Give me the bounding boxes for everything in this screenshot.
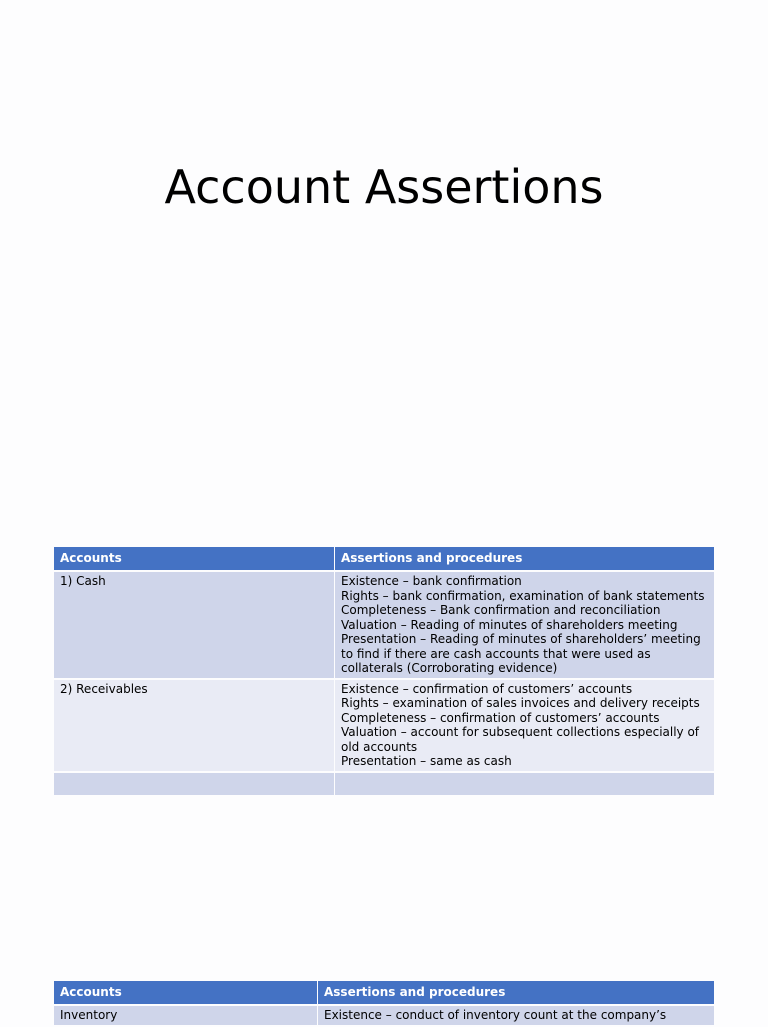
procedure-line: Existence – confirmation of customers’ accounts: [341, 681, 633, 696]
table-header-row: [54, 981, 714, 1004]
table-row: [54, 572, 714, 678]
procedures-cell: [335, 773, 714, 795]
table-row-empty: [54, 773, 714, 795]
procedures-cell: [335, 572, 714, 678]
account-cell: 1) Cash: [54, 572, 334, 678]
header-accounts: Accounts: [54, 547, 334, 570]
procedure-line: Completeness – confirmation of customers’ accounts: [341, 710, 660, 725]
table-row: [54, 680, 714, 771]
procedure-line: Presentation – same as cash: [341, 754, 512, 768]
procedure-line: Existence – conduct of inventory count at the company’s: [324, 1008, 667, 1022]
procedure-line: Valuation – Reading of minutes of shareholders meeting: [341, 617, 678, 632]
account-cell: [54, 773, 334, 795]
header-assertions: Assertions and procedures: [335, 547, 714, 570]
assertions-table-2: [53, 979, 715, 1027]
procedure-line: Rights – bank confirmation, examination of bank statements: [341, 588, 705, 603]
procedure-line: Completeness – Bank confirmation and reconciliation: [341, 603, 661, 617]
account-cell: Inventory: [54, 1006, 317, 1025]
table-row: [54, 1006, 714, 1025]
header-accounts: Accounts: [54, 981, 317, 1004]
page-title: Account Assertions: [164, 160, 604, 214]
procedures-cell: [318, 1006, 714, 1025]
account-cell: 2) Receivables: [54, 680, 334, 771]
procedures-cell: [335, 680, 714, 771]
table-header-row: [54, 547, 714, 570]
procedure-line: Presentation – Reading of minutes of shareholders’ meeting to find if there are cash accounts that were used as collaterals (Corroborating evidence): [341, 632, 701, 675]
procedure-line: Rights – examination of sales invoices and delivery receipts: [341, 696, 700, 710]
assertions-table-1: [53, 545, 715, 797]
header-assertions: Assertions and procedures: [318, 981, 714, 1004]
procedure-line: Existence – bank confirmation: [341, 574, 522, 588]
procedure-line: Valuation – account for subsequent collections especially of old accounts: [341, 725, 700, 754]
